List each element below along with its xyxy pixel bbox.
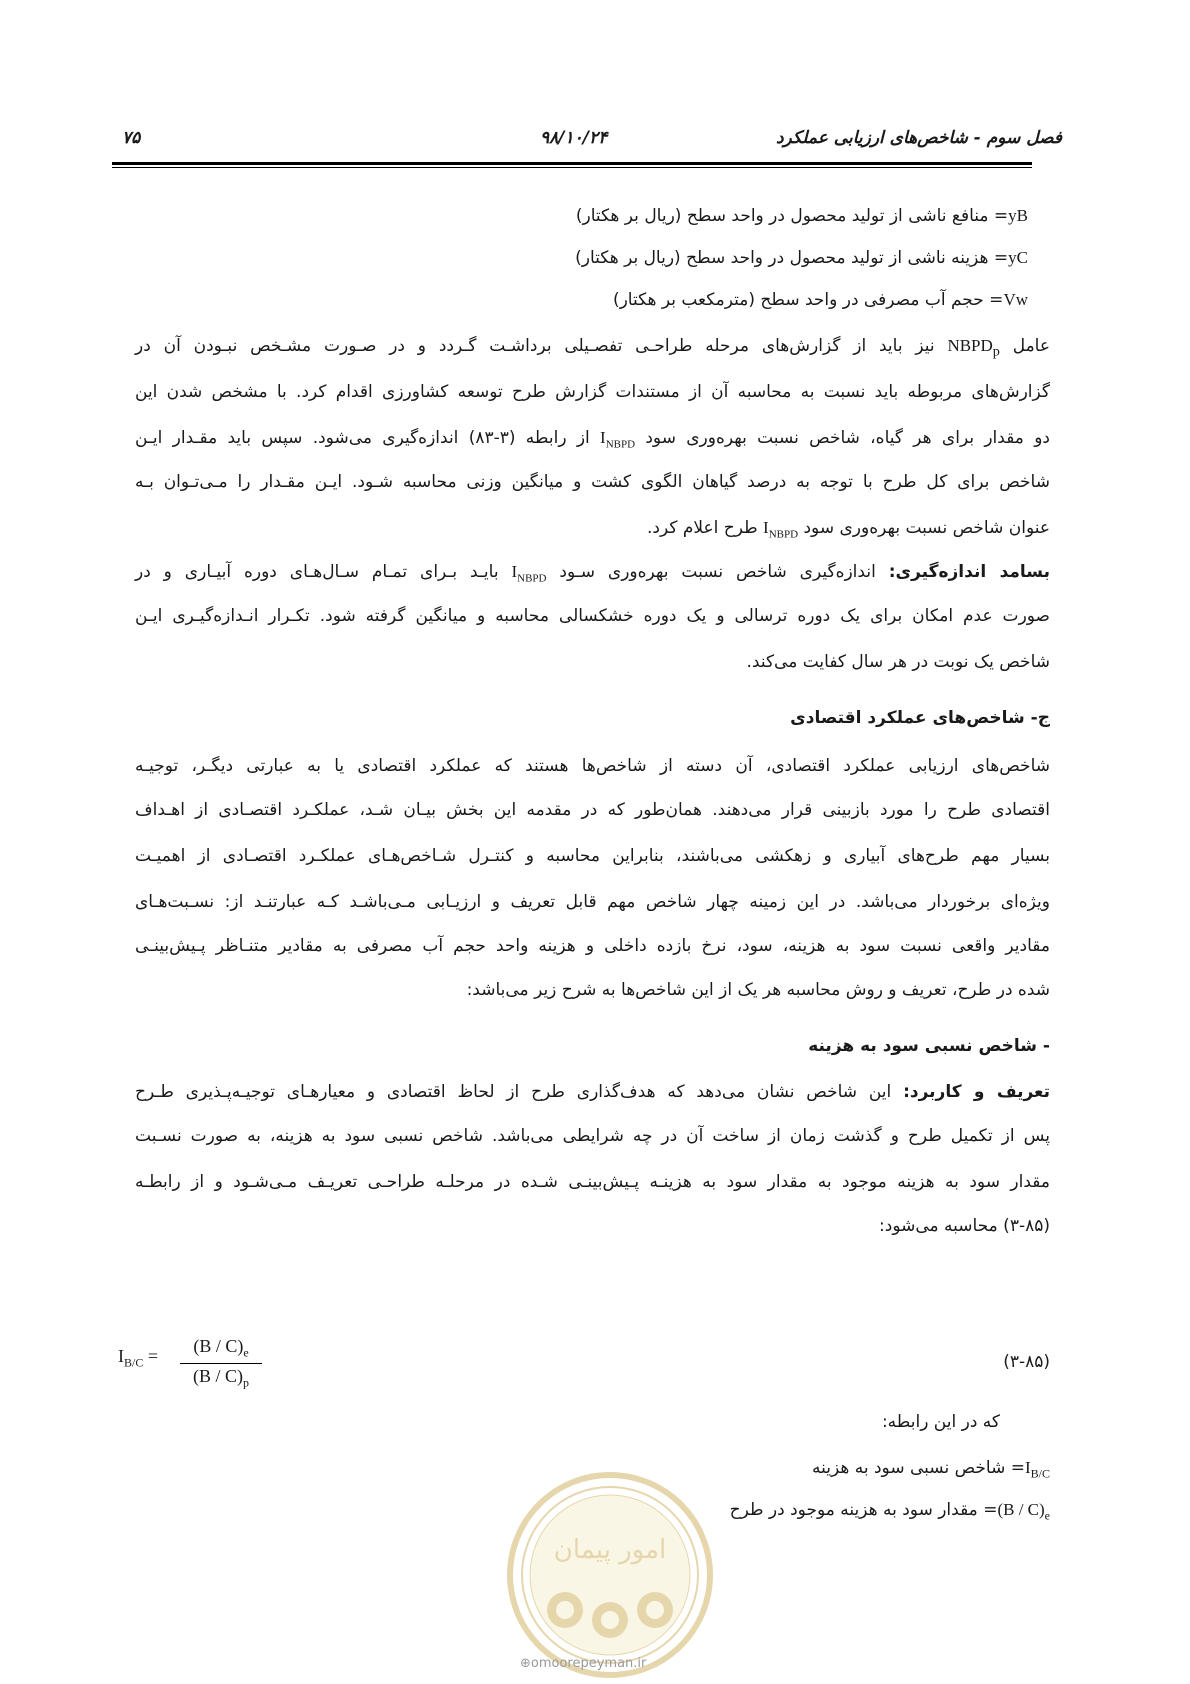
para4-line4: (۳-۸۵) محاسبه می‌شود: <box>879 1216 1050 1236</box>
para3-line5: مقادیر واقعی نسبت سود به هزینه، سود، نرخ بازده داخلی و هزینه واحد حجم آب مصرفی به مقادیر متنـاظر پـیش‌بینـی <box>135 936 1050 956</box>
para3-line2: اقتصادی طرح را مورد بازبینی قرار می‌دهند. همان‌طور که در مقدمه این بخش بیـان شـد، عملکـرد اقتصـادی از اهـداف <box>135 800 1050 820</box>
para4-line1: تعریف و کاربرد: این شاخص نشان می‌دهد که هدف‌گذاری طرح از لحاظ اقتصادی و معیارهـای توجیـه‌پـذیری طـرح <box>135 1082 1051 1102</box>
definition-bce: $(B / C)_e=$ مقدار سود به هزینه موجود در طرح <box>729 1500 1050 1523</box>
para2-line2: صورت عدم امکان برای یک دوره ترسالی و یک دوره خشکسالی محاسبه و میانگین گرفته شود. تکـرار انـدازه‌گیـری ایـن <box>135 606 1050 626</box>
equation-fraction <box>180 1336 262 1390</box>
para2-line3: شاخص یک نوبت در هر سال کفایت می‌کند. <box>746 652 1050 672</box>
watermark-seal-logo <box>505 1470 715 1680</box>
equation-lhs: $I_{B/C}$ = <box>118 1346 158 1370</box>
section-heading: ج- شاخص‌های عملکرد اقتصادی <box>790 708 1050 728</box>
seal-logo-text: امور پیمان <box>553 1535 667 1565</box>
fraction-bar <box>180 1363 262 1364</box>
definition-vw: Vw= حجم آب مصرفی در واحد سطح (مترمکعب بر هکتار) <box>612 290 1028 310</box>
definition-yb: yB= منافع ناشی از تولید محصول در واحد سطح (ریال بر هکتار) <box>575 206 1028 226</box>
para4-line3: مقدار سود به هزینه موجود به مقدار سود به هزینـه پـیش‌بینـی شـده در مرحلـه طراحـی تعریـف مـی‌شـود و از رابطـه <box>135 1172 1050 1192</box>
header-rule-thin <box>112 167 1032 168</box>
equation-denominator: $(B / C)_p$ <box>192 1365 249 1390</box>
equation-numerator: $(B / C)_e$ <box>193 1336 249 1360</box>
para3-line3: بسیار مهم طرح‌های آبیاری و زهکشی می‌باشند، بنابراین محاسبه و کنتـرل شـاخص‌هـای عملکـرد اقتصـادی از اهمیـت <box>135 846 1050 866</box>
definition-ibc: $I_{B/C}=$ شاخص نسبی سود به هزینه <box>812 1458 1050 1481</box>
para1-line4: شاخص برای کل طرح با توجه به درصد گیاهان الگوی کشت و میانگین وزنی محاسبه شـود. ایـن مقـدار را مـی‌تـوان بـه <box>135 472 1050 492</box>
para1-line1: عامل $NBPD_p$ نیز باید از گزارش‌های مرحله طراحـی تفصـیلی برداشـت گـردد و در صـورت مشـخص نبـودن آن در <box>135 336 1050 360</box>
para1-line2: گزارش‌های مربوطه باید نسبت به محاسبه آن از مستندات گزارش طرح توسعه کشاورزی اقدام کرد. با مشخص شدن این <box>135 382 1050 402</box>
sub-heading: - شاخص نسبی سود به هزینه <box>808 1036 1050 1056</box>
chapter-title: فصل سوم - شاخص‌های ارزیابی عملکرد <box>775 128 1062 148</box>
para3-line6: شده در طرح، تعریف و روش محاسبه هر یک از این شاخص‌ها به شرح زیر می‌باشد: <box>466 980 1050 1000</box>
page-number: ۷۵ <box>122 128 141 148</box>
para3-line1: شاخص‌های ارزیابی عملکرد اقتصادی، آن دسته از شاخص‌ها هستند که عملکرد اقتصادی یا به عبارتی دیگـر، توجیـه <box>135 756 1050 776</box>
globe-icon: ⊕ <box>520 1656 531 1671</box>
watermark-site: ⊕omoorepeyman.ir <box>520 1656 647 1671</box>
para1-line3: دو مقدار برای هر گیاه، شاخص نسبت بهره‌وری سود $I_{NBPD}$ از رابطه (۳-۸۳) اندازه‌گیری می‌شود. سپس باید مقـدار ایـن <box>135 428 1050 451</box>
header-date: ۹۸/۱۰/۲۴ <box>540 128 608 148</box>
para1-line5: عنوان شاخص نسبت بهره‌وری سود $I_{NBPD}$ طرح اعلام کرد. <box>646 518 1050 541</box>
definition-yc: yC= هزینه ناشی از تولید محصول در واحد سطح (ریال بر هکتار) <box>575 248 1028 268</box>
para3-line4: ویژه‌ای برخوردار می‌باشد. در این زمینه چهار شاخص مهم قابل تعریف و ارزیـابی مـی‌باشـد کـه عبارتنـد از: نسـبت‌هـای <box>135 892 1050 912</box>
equation-number: (۳-۸۵) <box>1003 1352 1050 1372</box>
para2-line1: بسامد اندازه‌گیری: اندازه‌گیری شاخص نسبت بهره‌وری سـود $I_{NBPD}$ بایـد بـرای تمـام سـال‌هـای دوره آبیـاری و در <box>135 562 1050 585</box>
header-rule <box>112 162 1032 165</box>
where-text: که در این رابطه: <box>881 1412 1000 1432</box>
para4-line2: پس از تکمیل طرح و گذشت زمان از ساخت آن در چه شرایطی می‌باشد. شاخص نسبی سود به هزینه، به صورت نسـبت <box>135 1126 1050 1146</box>
